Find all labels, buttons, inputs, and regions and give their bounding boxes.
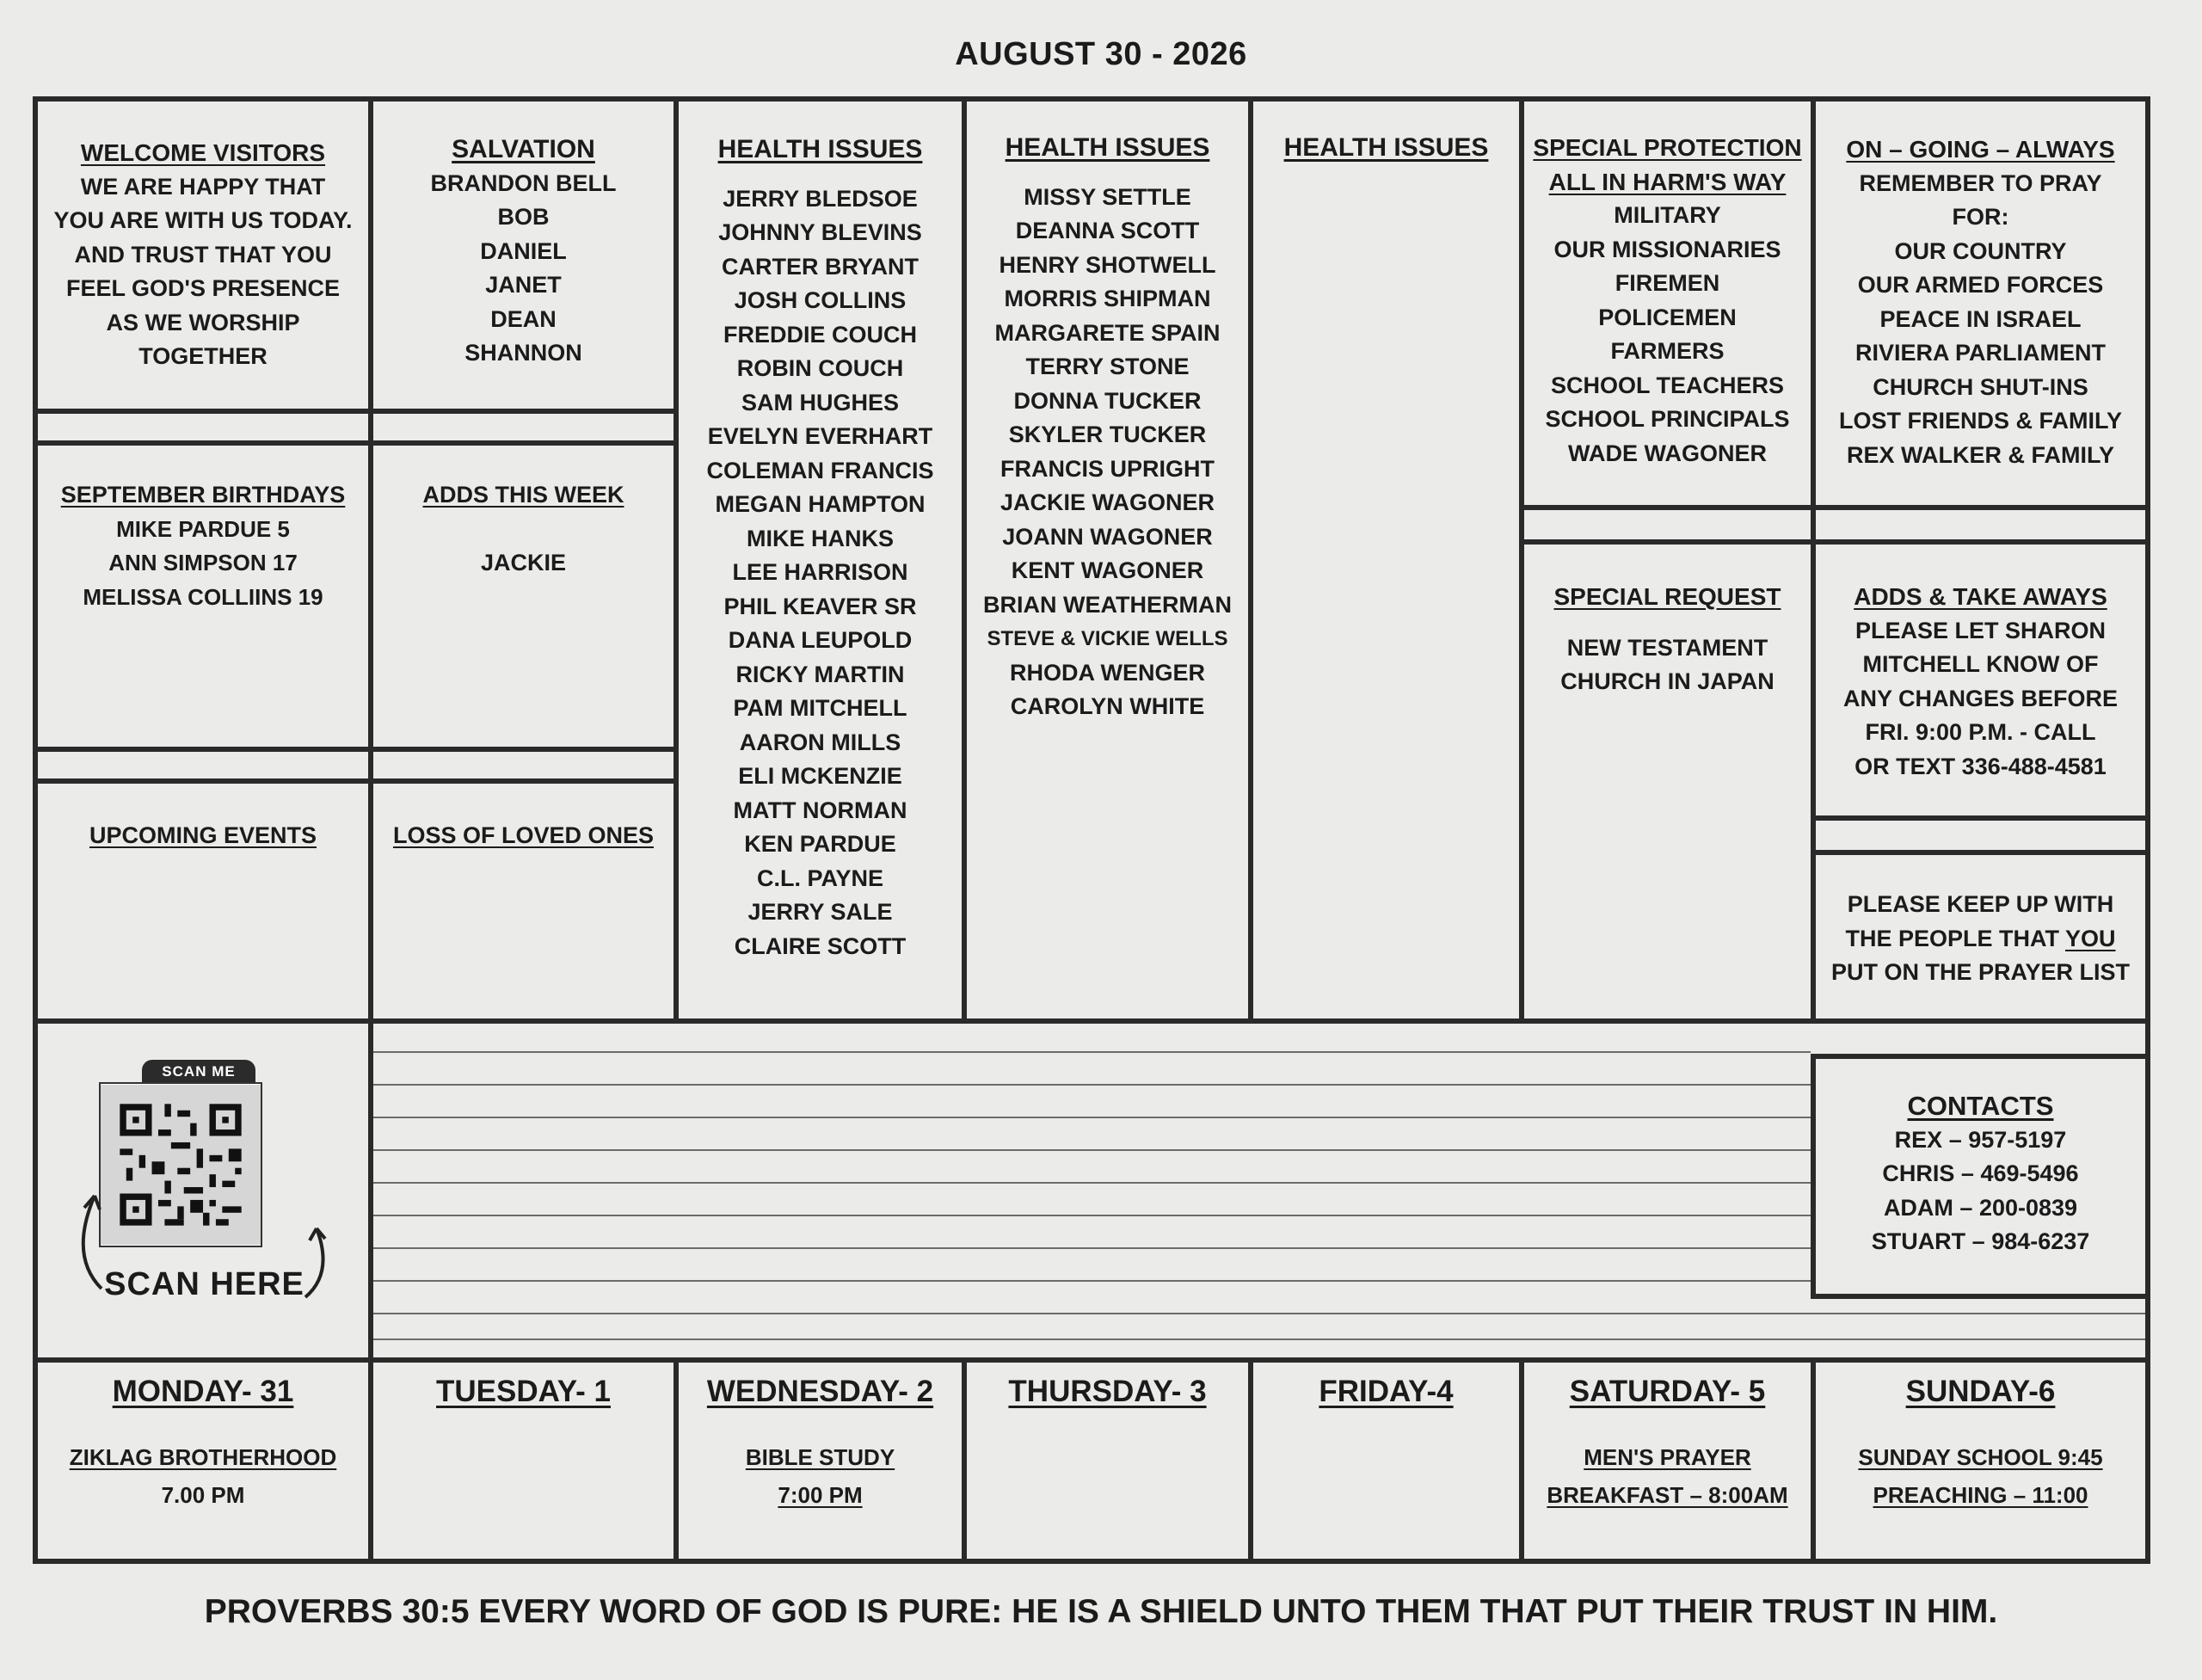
september-birthdays-box bbox=[38, 478, 368, 614]
ongoing-item: PEACE IN ISRAEL bbox=[1879, 305, 2082, 332]
welcome-line: AS WE WORSHIP bbox=[106, 309, 300, 335]
ongoing-heading: ON – GOING – ALWAYS bbox=[1846, 136, 2115, 163]
health-name: KENT WAGONER bbox=[1011, 557, 1204, 583]
protection-item: OUR MISSIONARIES bbox=[1553, 236, 1781, 262]
day-heading: SATURDAY- 5 bbox=[1569, 1375, 1766, 1408]
day-heading: FRIDAY-4 bbox=[1319, 1375, 1454, 1408]
ruled-line bbox=[373, 1215, 1811, 1216]
welcome-visitors-heading: WELCOME VISITORS bbox=[80, 139, 326, 166]
ruled-line bbox=[373, 1313, 2145, 1314]
ruled-line bbox=[373, 1338, 2145, 1340]
upcoming-events-box bbox=[38, 819, 368, 853]
health-issues-heading: HEALTH ISSUES bbox=[1283, 133, 1489, 162]
grid-line bbox=[1811, 1054, 2150, 1059]
protection-item: SCHOOL TEACHERS bbox=[1550, 372, 1785, 398]
reminder-text: THE PEOPLE THAT bbox=[1845, 925, 2065, 951]
grid-line bbox=[1248, 96, 1253, 1022]
adds-take-item: MITCHELL KNOW OF bbox=[1862, 651, 2099, 677]
harms-way-heading: ALL IN HARM'S WAY bbox=[1548, 168, 1787, 195]
welcome-line: YOU ARE WITH US TODAY. bbox=[53, 207, 353, 233]
day-event: BIBLE STUDY bbox=[745, 1443, 895, 1470]
health-name: LEE HARRISON bbox=[732, 559, 908, 585]
health-name: MIKE HANKS bbox=[746, 525, 894, 551]
adds-take-item: ANY CHANGES BEFORE bbox=[1842, 685, 2119, 711]
birthday-item: MELISSA COLLIINS 19 bbox=[83, 583, 323, 610]
grid-line bbox=[1811, 850, 2150, 855]
ongoing-item: OUR ARMED FORCES bbox=[1857, 272, 2104, 298]
grid-line bbox=[33, 440, 674, 446]
health-issues-box-1 bbox=[679, 132, 962, 963]
day-friday bbox=[1253, 1375, 1519, 1409]
adds-take-item: PLEASE LET SHARON bbox=[1854, 617, 2107, 643]
ruled-line bbox=[373, 1247, 1811, 1249]
day-event: ZIKLAG BROTHERHOOD bbox=[69, 1443, 337, 1470]
birthday-item: MIKE PARDUE 5 bbox=[116, 515, 290, 542]
special-request-box bbox=[1524, 580, 1811, 699]
ongoing-item: REMEMBER TO PRAY bbox=[1859, 169, 2102, 196]
contact-item: STUART – 984-6237 bbox=[1871, 1228, 2090, 1254]
ruled-line bbox=[373, 1117, 1811, 1118]
health-name: DANA LEUPOLD bbox=[728, 627, 913, 653]
day-heading: TUESDAY- 1 bbox=[436, 1375, 611, 1408]
ongoing-item: FOR: bbox=[1952, 204, 2009, 230]
scripture-footer: PROVERBS 30:5 EVERY WORD OF GOD IS PURE: HE IS A SHIELD UNTO THEM THAT PUT THEIR TRUST IN HIM. bbox=[204, 1593, 1998, 1630]
reminder-line bbox=[1816, 922, 2145, 957]
adds-this-week-item: JACKIE bbox=[480, 549, 567, 575]
health-name: AARON MILLS bbox=[739, 729, 901, 755]
health-name: RHODA WENGER bbox=[1010, 659, 1205, 686]
health-name: MORRIS SHIPMAN bbox=[1004, 286, 1211, 311]
adds-take-item: FRI. 9:00 P.M. - CALL bbox=[1865, 719, 2096, 745]
welcome-line: WE ARE HAPPY THAT bbox=[80, 173, 326, 200]
loss-of-loved-ones-box bbox=[373, 819, 674, 853]
day-heading: THURSDAY- 3 bbox=[1008, 1375, 1207, 1408]
special-request-item: NEW TESTAMENT bbox=[1566, 634, 1768, 661]
grid-line bbox=[368, 1018, 373, 1363]
health-name: PAM MITCHELL bbox=[733, 695, 907, 721]
health-name: JOANN WAGONER bbox=[1002, 523, 1213, 550]
day-heading: MONDAY- 31 bbox=[112, 1375, 294, 1408]
health-name: JOSH COLLINS bbox=[734, 287, 907, 313]
protection-item: FARMERS bbox=[1610, 338, 1725, 364]
health-name: JOHNNY BLEVINS bbox=[718, 219, 922, 245]
adds-this-week-box bbox=[373, 478, 674, 580]
loss-of-loved-ones-heading: LOSS OF LOVED ONES bbox=[392, 822, 655, 848]
contacts-box bbox=[1816, 1089, 2145, 1259]
health-name: PHIL KEAVER SR bbox=[723, 593, 917, 619]
day-event: MEN'S PRAYER bbox=[1584, 1443, 1751, 1470]
qr-code[interactable] bbox=[99, 1082, 262, 1247]
reminder-emphasis: YOU bbox=[2065, 925, 2116, 951]
ongoing-item: CHURCH SHUT-INS bbox=[1873, 373, 2088, 400]
health-name: CLAIRE SCOTT bbox=[734, 932, 907, 959]
day-monday bbox=[38, 1375, 368, 1514]
contact-item: ADAM – 200-0839 bbox=[1883, 1194, 2078, 1221]
protection-item: FIREMEN bbox=[1615, 270, 1720, 296]
day-event: 7:00 PM bbox=[778, 1481, 863, 1508]
health-name: EVELYN EVERHART bbox=[707, 423, 933, 449]
ongoing-always-box bbox=[1816, 132, 2145, 472]
grid-line bbox=[1811, 815, 2150, 821]
health-name: MATT NORMAN bbox=[733, 797, 907, 823]
health-name: KEN PARDUE bbox=[744, 831, 896, 857]
health-name: CARTER BRYANT bbox=[721, 253, 919, 280]
health-name: JERRY SALE bbox=[747, 899, 893, 925]
health-name: FREDDIE COUCH bbox=[723, 321, 917, 348]
contact-item: REX – 957-5197 bbox=[1894, 1126, 2067, 1153]
day-tuesday bbox=[373, 1375, 674, 1409]
protection-item: POLICEMEN bbox=[1598, 304, 1737, 330]
upcoming-events-heading: UPCOMING EVENTS bbox=[89, 822, 317, 848]
special-protection-heading: SPECIAL PROTECTION bbox=[1533, 134, 1802, 161]
adds-take-aways-heading: ADDS & TAKE AWAYS bbox=[1854, 583, 2107, 610]
adds-this-week-heading: ADDS THIS WEEK bbox=[422, 482, 624, 508]
special-request-heading: SPECIAL REQUEST bbox=[1553, 583, 1781, 610]
ongoing-item: REX WALKER & FAMILY bbox=[1846, 441, 2115, 468]
salvation-name: DANIEL bbox=[480, 237, 567, 264]
ruled-line bbox=[373, 1149, 1811, 1151]
special-request-item: CHURCH IN JAPAN bbox=[1560, 668, 1775, 694]
health-name: MARGARETE SPAIN bbox=[994, 319, 1221, 346]
day-heading: WEDNESDAY- 2 bbox=[706, 1375, 934, 1408]
reminder-line: PUT ON THE PRAYER LIST bbox=[1830, 959, 2131, 985]
health-issues-box-2 bbox=[967, 131, 1248, 724]
health-name: MISSY SETTLE bbox=[1024, 183, 1191, 210]
health-name: C.L. PAYNE bbox=[756, 865, 884, 891]
day-thursday bbox=[967, 1375, 1248, 1409]
health-name: SAM HUGHES bbox=[741, 389, 899, 415]
health-name: MEGAN HAMPTON bbox=[715, 491, 926, 517]
day-heading: SUNDAY-6 bbox=[1905, 1375, 2056, 1408]
health-name: CAROLYN WHITE bbox=[1010, 693, 1205, 719]
day-event: PREACHING – 11:00 bbox=[1873, 1481, 2088, 1508]
salvation-name: BRANDON BELL bbox=[430, 169, 617, 196]
welcome-line: TOGETHER bbox=[138, 343, 268, 369]
qr-code-graphic bbox=[101, 1084, 261, 1246]
health-name: ELI MCKENZIE bbox=[738, 763, 902, 789]
grid-line bbox=[33, 747, 674, 752]
day-event: SUNDAY SCHOOL 9:45 bbox=[1858, 1443, 2103, 1470]
adds-take-item: OR TEXT 336-488-4581 bbox=[1854, 753, 2107, 779]
grid-line bbox=[33, 778, 674, 784]
day-event: BREAKFAST – 8:00AM bbox=[1547, 1481, 1788, 1508]
ruled-line bbox=[373, 1051, 1811, 1053]
health-name: BRIAN WEATHERMAN bbox=[983, 591, 1232, 618]
contacts-heading: CONTACTS bbox=[1907, 1091, 2054, 1121]
health-issues-box-3 bbox=[1253, 131, 1519, 165]
salvation-heading: SALVATION bbox=[452, 135, 595, 163]
bulletin-date-title: AUGUST 30 - 2026 bbox=[955, 36, 1247, 72]
health-name: JACKIE WAGONER bbox=[1000, 489, 1215, 515]
health-name: TERRY STONE bbox=[1025, 354, 1190, 379]
special-protection-box bbox=[1524, 131, 1811, 471]
grid-line bbox=[1519, 539, 2150, 545]
welcome-line: AND TRUST THAT YOU bbox=[74, 241, 332, 268]
health-name: FRANCIS UPRIGHT bbox=[1000, 455, 1215, 482]
grid-line bbox=[33, 1357, 2150, 1363]
protection-item: MILITARY bbox=[1614, 202, 1721, 228]
grid-line bbox=[1811, 1294, 2150, 1299]
ongoing-item: RIVIERA PARLIAMENT bbox=[1854, 340, 2106, 366]
health-issues-heading: HEALTH ISSUES bbox=[1005, 133, 1210, 162]
day-saturday bbox=[1524, 1375, 1811, 1514]
birthday-item: ANN SIMPSON 17 bbox=[108, 550, 298, 575]
scan-here-caption: SCAN HERE bbox=[104, 1266, 304, 1302]
birthdays-heading: SEPTEMBER BIRTHDAYS bbox=[60, 482, 346, 508]
health-name: STEVE & VICKIE WELLS bbox=[987, 627, 1228, 650]
ruled-line bbox=[373, 1280, 1811, 1282]
health-issues-heading: HEALTH ISSUES bbox=[717, 135, 923, 163]
salvation-name: SHANNON bbox=[464, 340, 582, 366]
ruled-line bbox=[373, 1182, 1811, 1184]
salvation-name: BOB bbox=[497, 204, 550, 230]
day-event: 7.00 PM bbox=[161, 1481, 245, 1508]
health-name: DEANNA SCOTT bbox=[1015, 218, 1200, 243]
ongoing-item: OUR COUNTRY bbox=[1894, 237, 2067, 264]
contact-item: CHRIS – 469-5496 bbox=[1882, 1160, 2079, 1186]
ruled-line bbox=[373, 1084, 1811, 1086]
salvation-name: JANET bbox=[485, 272, 562, 298]
welcome-line: FEEL GOD'S PRESENCE bbox=[66, 275, 340, 301]
welcome-visitors-box bbox=[38, 136, 368, 374]
health-name: DONNA TUCKER bbox=[1013, 387, 1202, 414]
day-wednesday bbox=[679, 1375, 962, 1514]
grid-line bbox=[1519, 505, 2150, 510]
health-name: SKYLER TUCKER bbox=[1008, 422, 1207, 447]
protection-item: WADE WAGONER bbox=[1567, 440, 1767, 466]
health-name: JERRY BLEDSOE bbox=[723, 185, 918, 212]
health-name: RICKY MARTIN bbox=[735, 661, 905, 687]
adds-take-aways-box bbox=[1816, 580, 2145, 784]
reminder-line: PLEASE KEEP UP WITH bbox=[1847, 891, 2114, 917]
prayer-list-reminder-box bbox=[1816, 888, 2145, 990]
grid-line bbox=[33, 409, 674, 414]
health-name: HENRY SHOTWELL bbox=[999, 251, 1216, 278]
day-sunday bbox=[1816, 1375, 2145, 1514]
protection-item: SCHOOL PRINCIPALS bbox=[1545, 406, 1790, 432]
ongoing-item: LOST FRIENDS & FAMILY bbox=[1838, 408, 2123, 434]
salvation-name: DEAN bbox=[490, 305, 557, 332]
health-name: COLEMAN FRANCIS bbox=[706, 457, 934, 483]
scan-me-tab: SCAN ME bbox=[142, 1060, 255, 1084]
grid-line bbox=[33, 1018, 2150, 1024]
health-name: ROBIN COUCH bbox=[736, 355, 904, 381]
salvation-box bbox=[373, 132, 674, 371]
